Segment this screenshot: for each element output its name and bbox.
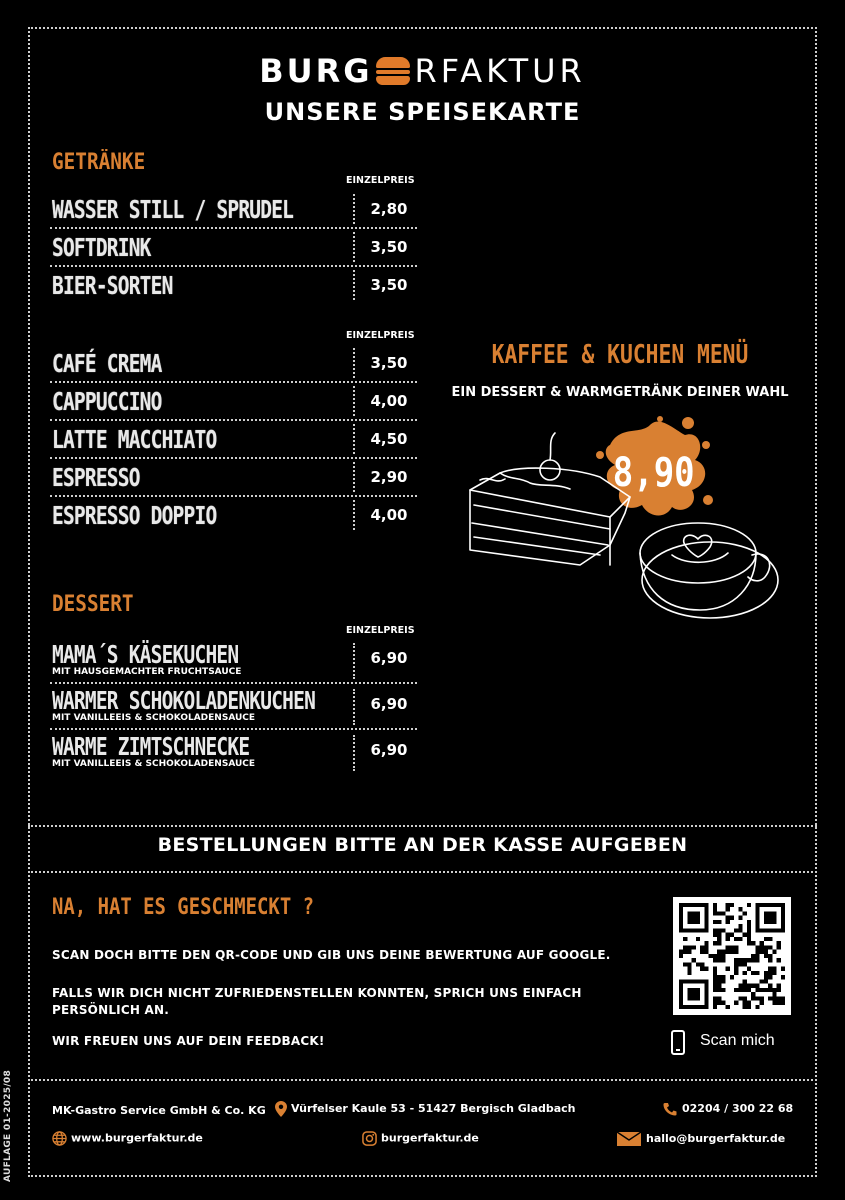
promo-title: KAFFEE & KUCHEN MENÜ: [491, 340, 749, 370]
phone-icon: [662, 1102, 678, 1116]
feedback-title: NA, HAT ES GESCHMECKT ?: [52, 895, 314, 920]
price-header: EINZELPREIS: [346, 175, 415, 186]
item-price: 6,90: [370, 695, 408, 713]
address-text: Vürfelser Kaule 53 - 51427 Bergisch Gladbach: [291, 1102, 576, 1115]
menu-row: [50, 684, 417, 730]
qr-code[interactable]: [673, 897, 791, 1015]
feedback-line-2b: PERSÖNLICH AN.: [52, 1003, 169, 1017]
menu-row: [50, 638, 417, 684]
scan-label: Scan mich: [700, 1032, 775, 1049]
location-pin-icon: [275, 1101, 287, 1117]
menu-row: [50, 383, 417, 421]
email-address: hallo@burgerfaktur.de: [646, 1132, 786, 1145]
scan-hint: [668, 1028, 798, 1058]
item-description: MIT VANILLEEIS & SCHOKOLADENSAUCE: [52, 713, 256, 723]
price-header: EINZELPREIS: [346, 625, 415, 636]
menu-row: [50, 730, 417, 776]
smartphone-icon: [671, 1030, 685, 1055]
instagram[interactable]: [362, 1131, 479, 1146]
item-price: 6,90: [370, 741, 408, 759]
item-name: ESPRESSO: [52, 463, 140, 492]
divider-orders-top: [28, 825, 817, 827]
coffee-cup-icon: [640, 523, 778, 618]
item-description: MIT HAUSGEMACHTER FRUCHTSAUCE: [52, 667, 242, 677]
address: [275, 1101, 576, 1117]
email[interactable]: [616, 1131, 785, 1147]
brand-part2: RFAKTUR: [414, 52, 586, 90]
menu-kaffee: [50, 345, 417, 535]
divider-orders-bottom: [28, 871, 817, 873]
menu-dessert: [50, 638, 417, 776]
promo-price: 8,90: [612, 450, 695, 496]
item-name: CAPPUCCINO: [52, 387, 162, 416]
section-title-getraenke: GETRÄNKE: [52, 150, 146, 175]
menu-row: [50, 421, 417, 459]
item-name: BIER-SORTEN: [52, 271, 173, 300]
menu-row: [50, 497, 417, 535]
item-price: 6,90: [370, 649, 408, 667]
instagram-icon: [362, 1131, 377, 1146]
item-name: LATTE MACCHIATO: [52, 425, 217, 454]
website[interactable]: [52, 1131, 203, 1146]
mail-icon: [616, 1131, 642, 1147]
item-price: 3,50: [370, 354, 408, 372]
item-price: 2,80: [370, 200, 408, 218]
menu-row: [50, 459, 417, 497]
cake-coffee-illustration: [460, 405, 790, 625]
section-title-dessert: DESSERT: [52, 592, 134, 617]
menu-row: [50, 229, 417, 267]
menu-getraenke: [50, 191, 417, 305]
page-title: UNSERE SPEISEKARTE: [264, 98, 581, 126]
phone-number: 02204 / 300 22 68: [682, 1102, 794, 1115]
price-header: EINZELPREIS: [346, 330, 415, 341]
qr-code-icon: [679, 903, 785, 1009]
item-name: MAMA´S KÄSEKUCHEN: [52, 640, 239, 669]
menu-row: [50, 191, 417, 229]
item-name: CAFÉ CREMA: [52, 349, 162, 378]
instagram-handle: burgerfaktur.de: [381, 1131, 479, 1145]
menu-row: [50, 267, 417, 305]
website-link: www.burgerfaktur.de: [71, 1131, 203, 1145]
item-price: 3,50: [370, 276, 408, 294]
orders-notice: BESTELLUNGEN BITTE AN DER KASSE AUFGEBEN: [157, 834, 688, 856]
item-name: WARMER SCHOKOLADENKUCHEN: [52, 686, 316, 715]
promo-subtitle: EIN DESSERT & WARMGETRÄNK DEINER WAHL: [451, 385, 789, 400]
menu-row: [50, 345, 417, 383]
item-price: 4,00: [370, 506, 408, 524]
feedback-line-2a: FALLS WIR DICH NICHT ZUFRIEDENSTELLEN KONNTEN, SPRICH UNS EINFACH: [52, 986, 582, 1000]
divider-footer: [28, 1079, 817, 1081]
item-name: ESPRESSO DOPPIO: [52, 501, 217, 530]
edition-label: AUFLAGE 01-2025/08: [3, 1069, 13, 1182]
item-price: 4,50: [370, 430, 408, 448]
item-name: WASSER STILL / SPRUDEL: [52, 195, 294, 224]
brand-part1: BURG: [259, 52, 373, 90]
item-name: SOFTDRINK: [52, 233, 151, 262]
phone[interactable]: [662, 1102, 793, 1116]
brand-logo: [0, 52, 845, 96]
item-price: 4,00: [370, 392, 408, 410]
item-name: WARME ZIMTSCHNECKE: [52, 732, 250, 761]
feedback-line-3: WIR FREUEN UNS AUF DEIN FEEDBACK!: [52, 1034, 325, 1048]
burger-icon: [376, 56, 410, 86]
feedback-line-1: SCAN DOCH BITTE DEN QR-CODE UND GIB UNS DEINE BEWERTUNG AUF GOOGLE.: [52, 948, 611, 962]
company-name: MK-Gastro Service GmbH & Co. KG: [52, 1104, 266, 1117]
item-price: 3,50: [370, 238, 408, 256]
globe-icon: [52, 1131, 67, 1146]
item-price: 2,90: [370, 468, 408, 486]
item-description: MIT VANILLEEIS & SCHOKOLADENSAUCE: [52, 759, 256, 769]
